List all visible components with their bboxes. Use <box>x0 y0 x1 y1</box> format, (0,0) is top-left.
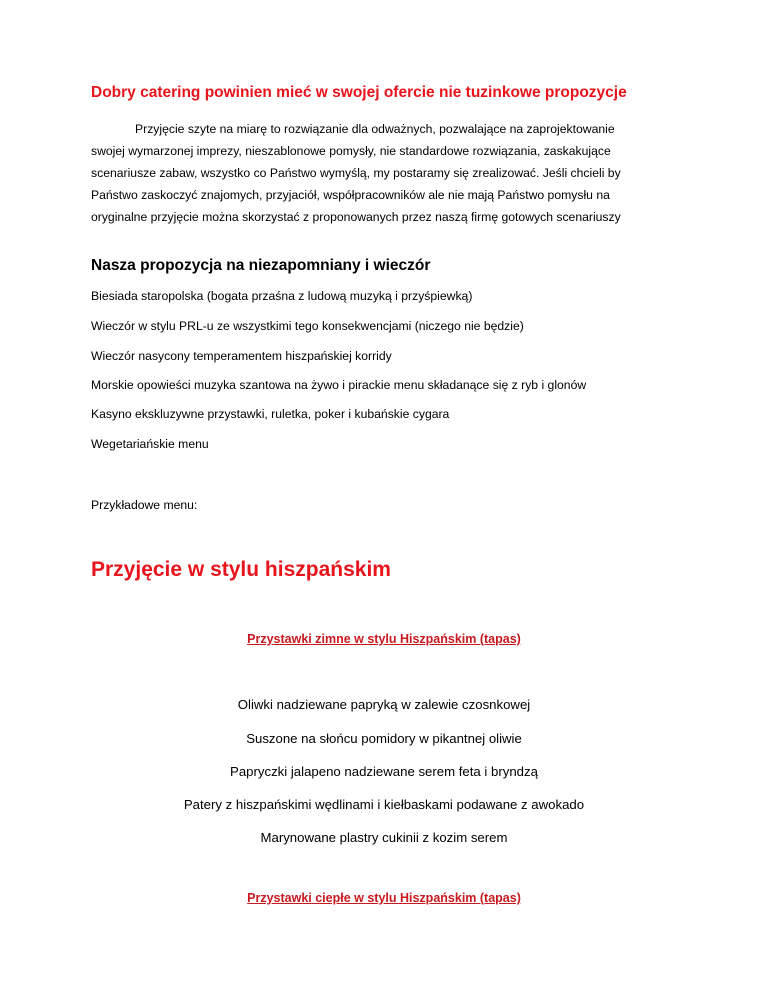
intro-line: Państwo zaskoczyć znajomych, przyjaciół, współpracowników ale nie mają Państwo pomysłu na <box>91 188 610 202</box>
intro-heading: Dobry catering powinien mieć w swojej ofercie nie tuzinkowe propozycje <box>91 84 627 101</box>
intro-line: scenariusze zabaw, wszystko co Państwo wymyślą, my postaramy się zrealizować. Jeśli chcieli by <box>91 166 621 180</box>
dish-item: Suszone na słońcu pomidory w pikantnej oliwie <box>246 731 522 746</box>
intro-line: oryginalne przyjęcie można skorzystać z proponowanych przez naszą firmę gotowych scenariuszy <box>91 210 621 224</box>
intro-line: swojej wymarzonej imprezy, nieszablonowe pomysły, nie standardowe rozwiązania, zaskakujące <box>91 144 611 158</box>
offer-item: Morskie opowieści muzyka szantowa na żywo i pirackie menu składanące się z ryb i glonów <box>91 378 587 392</box>
offer-item: Wegetariańskie menu <box>91 437 209 451</box>
offer-item: Kasyno ekskluzywne przystawki, ruletka, poker i kubańskie cygara <box>91 407 450 421</box>
offer-item: Wieczór nasycony temperamentem hiszpańskiej korridy <box>91 349 392 363</box>
offer-item: Wieczór w stylu PRL-u ze wszystkimi tego konsekwencjami (niczego nie będzie) <box>91 319 524 333</box>
menu-label: Przykładowe menu: <box>91 498 198 512</box>
spanish-heading: Przyjęcie w stylu hiszpańskim <box>91 558 391 581</box>
dish-item: Papryczki jalapeno nadziewane serem feta i bryndzą <box>230 764 538 779</box>
offer-item: Biesiada staropolska (bogata przaśna z ludową muzyką i przyśpiewką) <box>91 289 473 303</box>
dish-item: Oliwki nadziewane papryką w zalewie czosnkowej <box>237 697 531 712</box>
intro-line: Przyjęcie szyte na miarę to rozwiązanie dla odważnych, pozwalające na zaprojektowanie <box>135 122 615 136</box>
dish-item: Patery z hiszpańskimi wędlinami i kiełbaskami podawane z awokado <box>183 797 585 812</box>
dish-item: Marynowane plastry cukinii z kozim serem <box>260 830 508 845</box>
warm-appetizers-heading: Przystawki ciepłe w stylu Hiszpańskim (tapas) <box>247 891 521 905</box>
intro-paragraph <box>91 118 676 228</box>
offer-heading: Nasza propozycja na niezapomniany i wieczór <box>91 257 431 274</box>
cold-appetizers-heading: Przystawki zimne w stylu Hiszpańskim (tapas) <box>247 632 521 646</box>
